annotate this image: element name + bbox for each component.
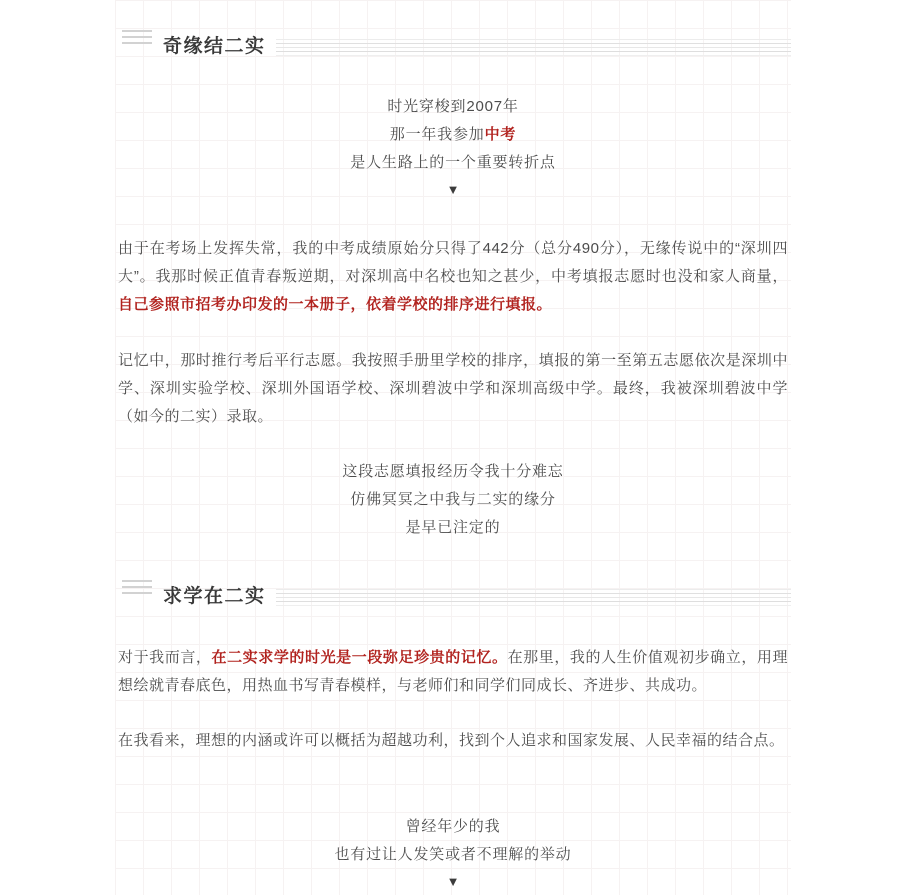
section-header-qiuxue — [115, 578, 791, 610]
body-text: 这段志愿填报经历令我十分难忘 — [342, 463, 564, 480]
stanza-line — [115, 149, 791, 177]
stanza-fate — [115, 458, 791, 542]
section-header-qiyuan — [115, 28, 791, 60]
body-text: 时光穿梭到2007年 — [387, 98, 519, 115]
body-text: 也有过让人发笑或者不理解的举动 — [334, 846, 572, 863]
body-text: 记忆中，那时推行考后平行志愿。我按照手册里学校的排序，填报的第一至第五志愿依次是深圳中学、深圳实验学校、深圳外国语学校、深圳碧波中学和深圳高级中学。最终，我被深圳碧波中学（如今的二实）录取。 — [118, 352, 788, 425]
body-text: 曾经年少的我 — [405, 818, 501, 835]
down-triangle-icon: ▼ — [446, 874, 460, 889]
paragraph-exam-result — [115, 235, 791, 319]
stanza-line — [115, 93, 791, 121]
paragraph-precious-memory — [115, 644, 791, 700]
emphasized-text: 自己参照市招考办印发的一本册子，依着学校的排序进行填报。 — [118, 296, 553, 313]
body-text: 由于在考场上发挥失常，我的中考成绩原始分只得了442分（总分490分），无缘传说中的“深圳四大”。我那时候正值青春叛逆期，对深圳高中名校也知之甚少，中考填报志愿时也没和家人商量， — [118, 240, 788, 285]
staff-lines-left-icon — [122, 30, 152, 48]
body-text: 那一年我参加 — [389, 126, 485, 143]
paragraph-ideal — [115, 727, 791, 755]
emphasized-text: 中考 — [484, 126, 517, 143]
staff-lines-left-icon — [122, 580, 152, 598]
stanza-line — [115, 813, 791, 841]
stanza-line — [115, 486, 791, 514]
stanza-intro — [115, 93, 791, 177]
stanza-line — [115, 841, 791, 869]
body-text: 在那里，我的人生价值观初步确立，用理想绘就青春底色，用热血书写青春模样，与老师们和同学们同成长、齐进步、共成功。 — [118, 649, 788, 694]
body-text: 是早已注定的 — [405, 519, 501, 536]
section-title: 求学在二实 — [163, 585, 266, 607]
body-text: 仿佛冥冥之中我与二实的缘分 — [350, 491, 556, 508]
stanza-young-me — [115, 813, 791, 869]
body-text: 在我看来，理想的内涵或许可以概括为超越功利，找到个人追求和国家发展、人民幸福的结合点。 — [118, 732, 785, 749]
section-title: 奇缘结二实 — [163, 35, 266, 57]
emphasized-text: 在二实求学的时光是一段弥足珍贵的记忆。 — [211, 649, 508, 666]
body-text: 是人生路上的一个重要转折点 — [350, 154, 556, 171]
stanza-line — [115, 514, 791, 542]
staff-lines-right-icon — [276, 39, 791, 59]
paragraph-volunteer-order — [115, 347, 791, 431]
body-text: 对于我而言， — [118, 649, 212, 666]
stanza-line — [115, 458, 791, 486]
article-content-area — [115, 0, 791, 895]
down-triangle-icon: ▼ — [446, 182, 460, 197]
staff-lines-right-icon — [276, 589, 791, 609]
stanza-line — [115, 121, 791, 149]
